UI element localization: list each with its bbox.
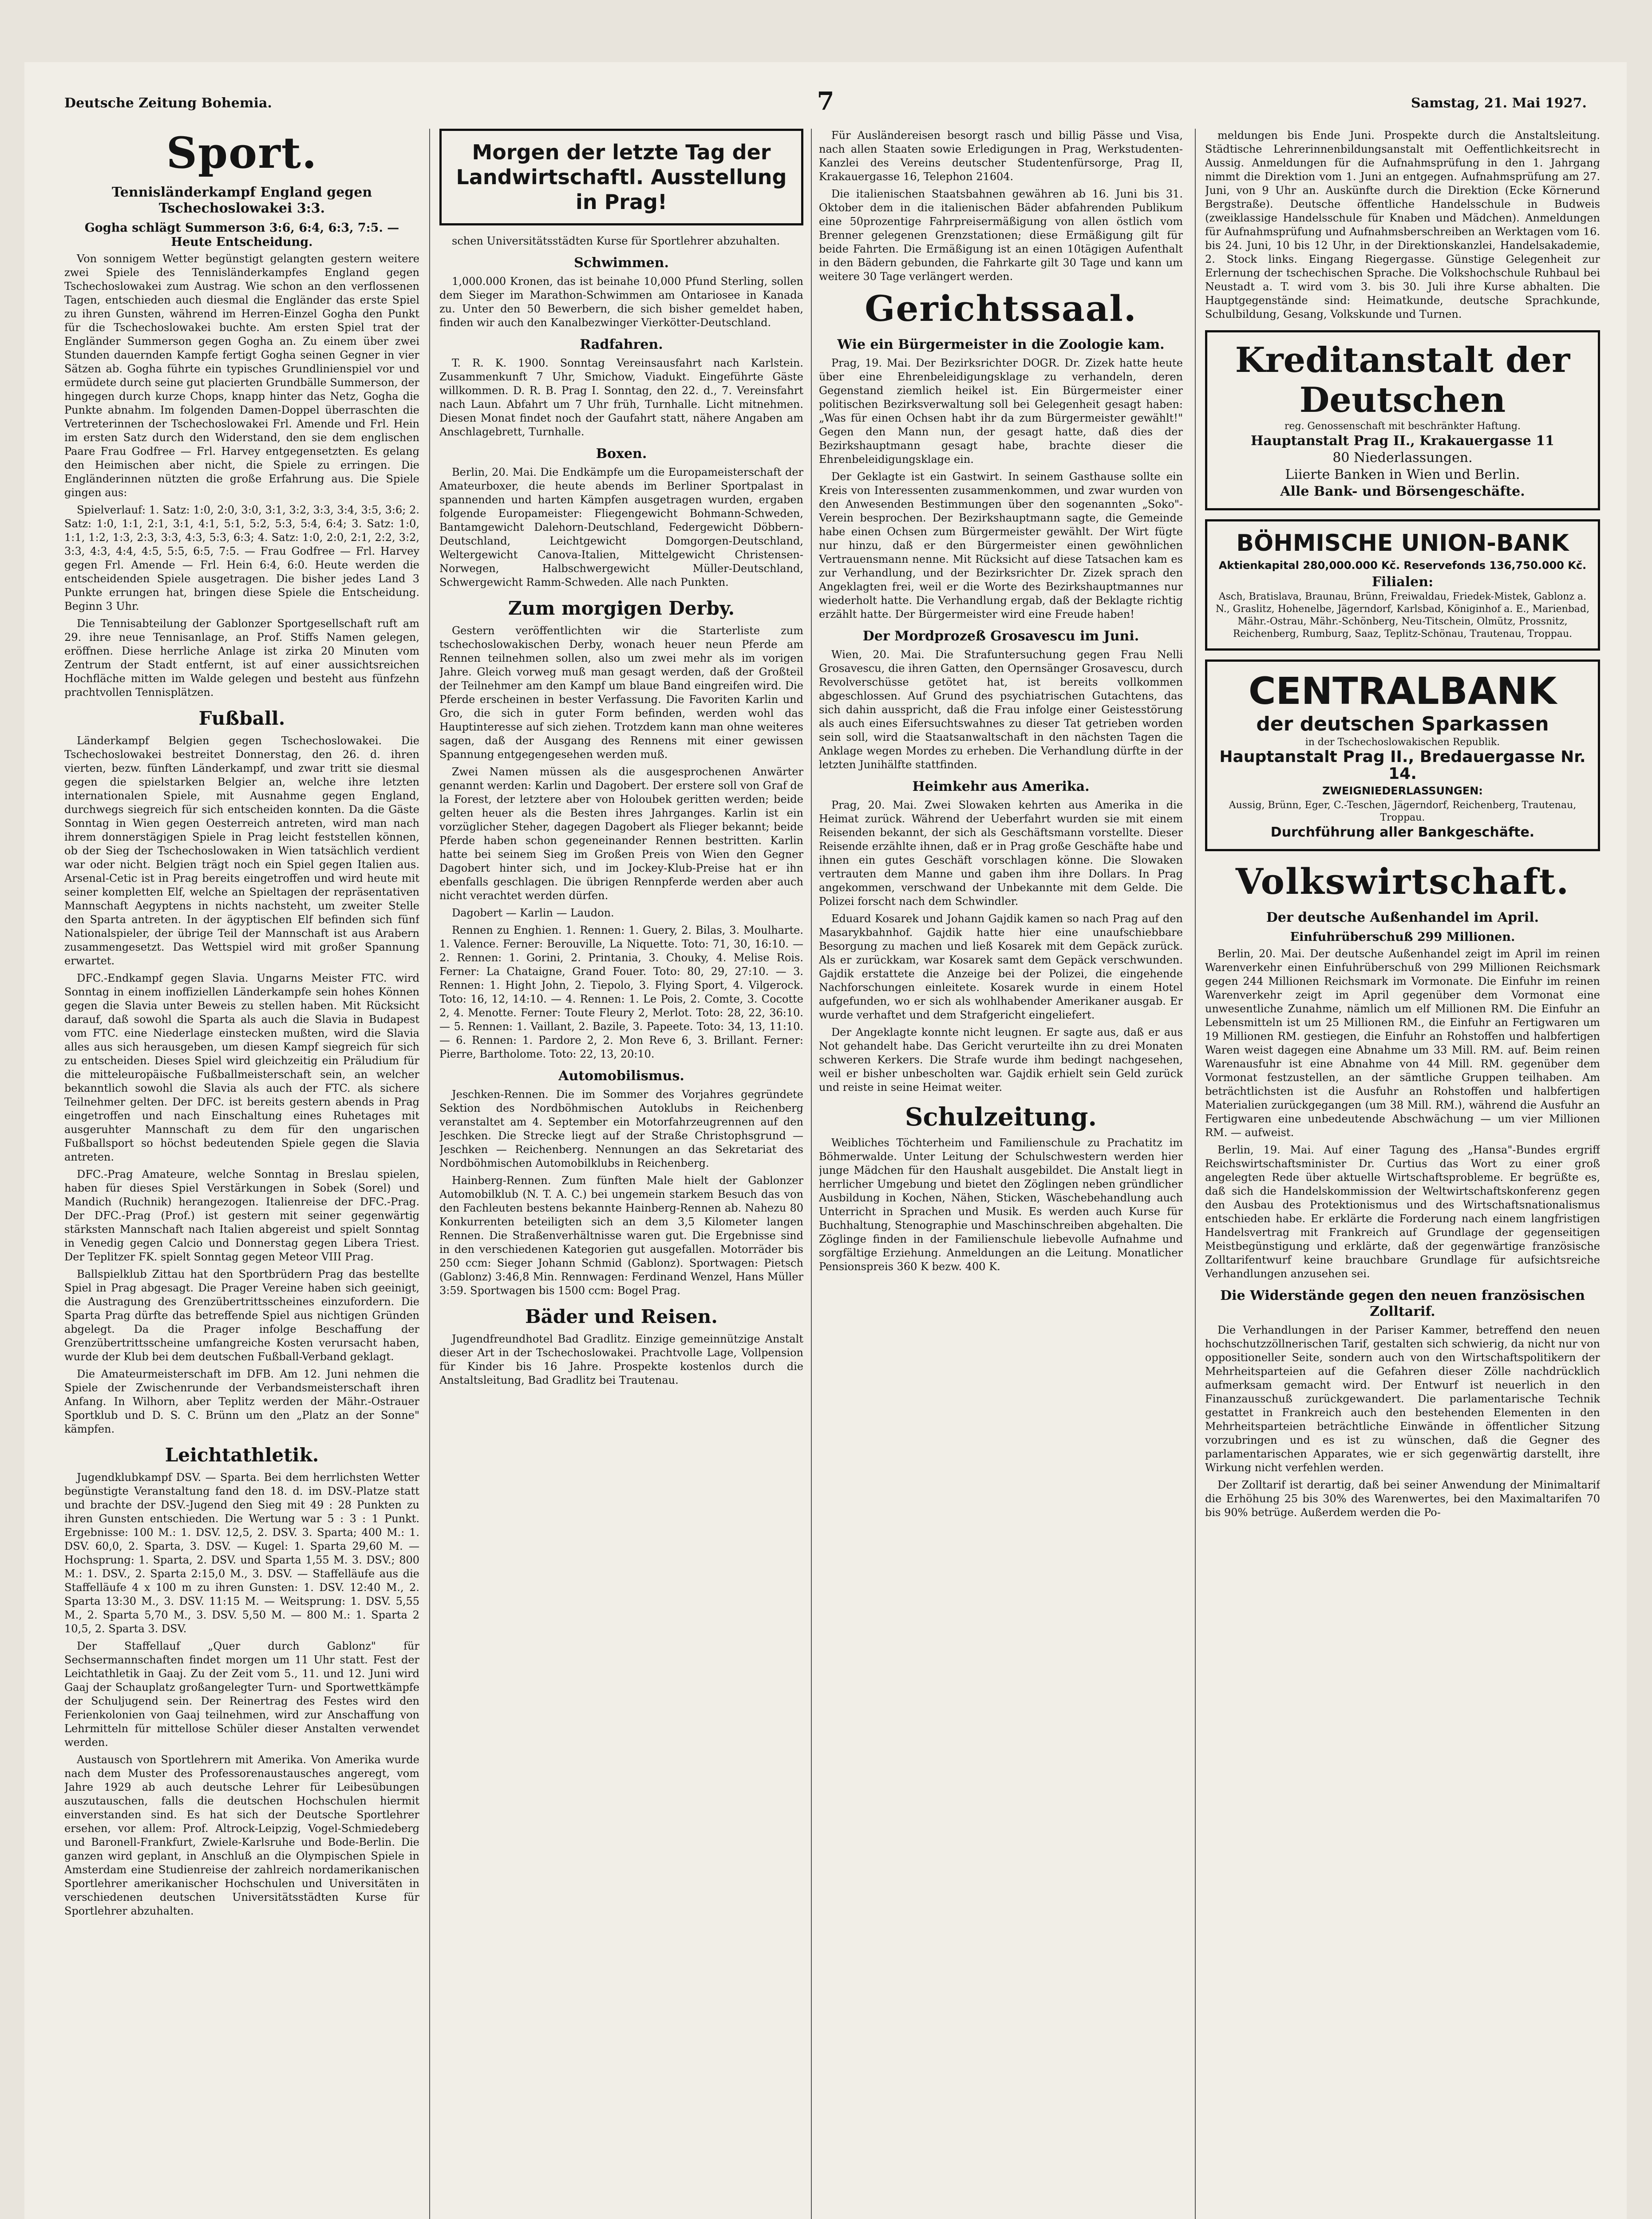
article-automobilismus: Jeschken-Rennen. Die im Sommer des Vorjahres gegründete Sektion des Nordböhmischen Autoklubs in Reichenberg veranstaltet am 4. September ein Motorfahrzeugrennen auf den Jeschken. Die Strecke liegt auf der Straße Christophsgrund — Jeschken — Reichenberg. Nennungen an das Sekretariat des Nordböhmischen Automobilklubs in Reichenberg. bbox=[439, 1088, 803, 1169]
ad-kreditanstalt-address: Hauptanstalt Prag II., Krakauergasse 11 bbox=[1251, 433, 1554, 449]
article-schulzeitung: Weibliches Töchterheim und Familienschule zu Prachatitz im Böhmerwalde. Unter Leitung der Schulschwestern werden hier junge Mädchen für den Haushalt ausgebildet. Die Anstalt liegt in herrlicher Umgebung und bietet den Zöglingen neben gründlicher Ausbildung in Kochen, Nähen, Sticken, Wäschebehandlung auch Unterricht in Sprachen und Musik. Es werden auch Kurse für Buchhaltung, Stenographie und Maschinschreiben abgehalten. Die Zöglinge finden in der Familienschule liebevolle Aufnahme und sorgfältige Erziehung. Anmeldungen an die Leitung. Monatlicher Pensionspreis 360 K bezw. 400 K. bbox=[819, 1137, 1183, 1273]
headline-leichtathletik: Leichtathletik. bbox=[165, 1444, 319, 1466]
article-leichtathletik-3: Austausch von Sportlehrern mit Amerika. Von Amerika wurde nach dem Muster des Professorenaustausches angeregt, vom Jahre 1929 ab auch deutsche Lehrer für Leibesübungen auszutauschen, falls die deutschen Hochschulen hiermit einverstanden sind. Es hat sich der Deutsche Sportlehrer ersehen, vor allem: Prof. Altrock-Leipzig, Vogel-Schmiedeberg und Baronell-Frankfurt, Zwiele-Karlsruhe und Bode-Berlin. Die ganzen wird geplant, in Anschluß an die Olympischen Spiele in Amsterdam eine Studienreise der zahlreich nordamerikanischen Sportlehrer amerikanischer Hochschulen und Universitäten in verschiedenen deutschen Universitätsstädten Kurse für Sportlehrer abzuhalten. bbox=[64, 1753, 419, 1917]
masthead-title: Deutsche Zeitung Bohemia. bbox=[64, 95, 272, 111]
subheadline-tennis: Gogha schlägt Summerson 3:6, 6:4, 6:3, 7:5. — Heute Entscheidung. bbox=[84, 221, 399, 249]
ad-kreditanstalt-branches: 80 Niederlassungen. bbox=[1332, 450, 1473, 466]
article-automobilismus-2: Hainberg-Rennen. Zum fünften Male hielt der Gablonzer Automobilklub (N. T. A. C.) bei ungemein starkem Besuch das von den Fachleuten bestens bekannte Hainberg-Rennen ab. Nahezu 80 Konkurrenten beteiligten sich an dem 3,5 Kilometer langen Rennen. Die Straßenverhältnisse waren gut. Die Ergebnisse sind in den verschiedenen Kategorien gut ausgefallen. Motorräder bis 250 ccm: Sieger Johann Schmid (Gablonz). Sportwagen: Pietsch (Gablonz) 3:46,8 Min. Rennwagen: Ferdinand Wenzel, Hans Müller 3:59. Sportwagen bis 1500 ccm: Bogel Prag. bbox=[439, 1174, 803, 1297]
headline-radfahren: Radfahren. bbox=[580, 337, 663, 352]
article-tennis: Von sonnigem Wetter begünstigt gelangten gestern weitere zwei Spiele des Tennisländerkampfes England gegen Tschechoslowakei zum Austrag. Wie schon an den verflossenen Tagen, entschieden auch diesmal die Engländer das erste Spiel zu ihren Gunsten, während im Herren-Einzel Gogha den Punkt für die Tschechoslowakei buchte. Am ersten Spiel trat der Engländer Summerson gegen Gogha an. Zu einem über zwei Stunden dauernden Kampfe fertigt Gogha seinen Gegner in vier Sätzen ab. Gogha führte ein typisches Grundlinienspiel vor und ermüdete durch seine gut placierten Grundbälle Summerson, der hingegen durch kurze Chops, knapp hinter das Netz, Gogha die Punkte abnahm. Im folgenden Damen-Doppel überraschten die Vertreterinnen der Tschechoslowakei Frl. Amende und Frl. Hein im ersten Satz durch den Widerstand, den sie dem englischen Paare Frau Godfree — Frl. Harvey entgegensetzten. Es gelang den Heimischen aber nicht, die Spiele zu erringen. Die Engländerinnen nützten die große Erfahrung aus. Die Spiele gingen aus: bbox=[64, 253, 419, 499]
headline-buergermeister: Wie ein Bürgermeister in die Zoologie kam. bbox=[837, 337, 1165, 352]
headline-schwimmen: Schwimmen. bbox=[574, 255, 669, 271]
column-2 bbox=[439, 129, 803, 2219]
ad-centralbank-sub: in der Tschechoslowakischen Republik. bbox=[1305, 737, 1500, 748]
section-title-sport: Sport. bbox=[166, 129, 318, 178]
article-fussball-5: Die Amateurmeisterschaft im DFB. Am 12. Juni nehmen die Spiele der Zwischenrunde der Verbandsmeisterschaft ihren Anfang. In Wilhorn, aber Teplitz werden der Mähr.-Ostrauer Sportklub und D. S. C. Brünn um den „Platz an der Sonne" kämpfen. bbox=[64, 1368, 419, 1435]
newspaper-page bbox=[24, 62, 1627, 2219]
ad-union-bank-capital: Aktienkapital 280,000.000 Kč. Reservefonds 136,750.000 Kč. bbox=[1218, 559, 1587, 572]
article-heimkehr: Prag, 20. Mai. Zwei Slowaken kehrten aus Amerika in die Heimat zurück. Während der Ueberfahrt wurden sie mit einem Reisenden bekannt, der sich als Geschäftsmann vorstellte. Dieser Reisende erzählte ihnen, daß er in Prag große Geschäfte habe und ihnen ein gutes Geschäft vorschlagen könne. Die Slowaken vertrauten dem Manne und gaben ihm ihre Dollars. In Prag angekommen, verschwand der Unbekannte mit dem Gelde. Die Polizei forscht nach dem Schwindler. bbox=[819, 799, 1183, 908]
ad-kreditanstalt bbox=[1205, 330, 1600, 510]
article-continuation: schen Universitätsstädten Kurse für Sportlehrer abzuhalten. bbox=[452, 235, 780, 247]
article-italien: Die italienischen Staatsbahnen gewähren ab 16. Juni bis 31. Oktober dem in die italienischen Bäder abfahrenden Publikum eine 50prozentige Fahrpreisermäßigung von allen östlich vom Brenner gelegenen Grenzstationen; diese Ermäßigung gilt für beide Fahrten. Die Ermäßigung ist an einen 10tägigen Aufenthalt in den Bädern gebunden, die Fahrkarte gilt 30 Tage und kann um weitere 30 Tage verlängert werden. bbox=[819, 188, 1183, 283]
ad-kreditanstalt-sub: reg. Genossenschaft mit beschränkter Haftung. bbox=[1284, 421, 1521, 432]
headline-aussenhandel: Der deutsche Außenhandel im April. bbox=[1266, 910, 1539, 925]
article-schwimmen: 1,000.000 Kronen, das ist beinahe 10,000 Pfund Sterling, sollen dem Sieger im Marathon-Schwimmen am Ontariosee in Kanada zu. Unter den 50 Bewerbern, die sich bisher gemeldet haben, finden wir auch den Kanalbezwinger Vierkötter-Deutschland. bbox=[439, 275, 803, 329]
article-derby: Gestern veröffentlichten wir die Starterliste zum tschechoslowakischen Derby, wonach heuer neun Pferde am Rennen teilnehmen sollen, also um zwei mehr als im vorigen Jahre. Gleich vorweg muß man gesagt werden, daß der Großteil der Teilnehmer am den Kampf um blaue Band eingreifen wird. Die Pferde erscheinen in bester Verfassung. Die Favoriten Karlin und Gro, die sich in guter Form befinden, werden wohl das Hauptinteresse auf sich ziehen. Trotzdem kann man ohne weiteres sagen, daß der Ausgang des Rennens mit einer gewissen Spannung entgegengesehen werden muß. bbox=[439, 624, 803, 761]
column-rule bbox=[1195, 129, 1196, 2219]
ad-kreditanstalt-footer: Alle Bank- und Börsengeschäfte. bbox=[1280, 484, 1525, 499]
headline-automobilismus: Automobilismus. bbox=[558, 1068, 684, 1084]
article-buergermeister: Prag, 19. Mai. Der Bezirksrichter DOGR. Dr. Zizek hatte heute über eine Ehrenbeleidigungsklage zu verhandeln, deren Gegenstand ziemlich heikel ist. Ein Bürgermeister einer politischen Bezirksverwaltung soll bei Gelegenheit gesagt haben: „Was für einen Ochsen habt ihr da zum Bürgermeister gewählt!" Gegen den Mann nun, der gesagt hatte, daß dies der Bezirkshauptmann gesagt habe, brachte dieser die Ehrenbeleidigungsklage ein. bbox=[819, 357, 1183, 466]
ad-centralbank-zweig: ZWEIGNIEDERLASSUNGEN: bbox=[1322, 785, 1483, 797]
headline-derby: Zum morgigen Derby. bbox=[508, 597, 735, 619]
ad-centralbank bbox=[1205, 659, 1600, 851]
announcement-banner: Morgen der letzte Tag der Landwirtschaftl. Ausstellung in Prag! bbox=[439, 129, 803, 225]
ad-centralbank-name: CENTRALBANK bbox=[1248, 669, 1557, 713]
ad-kreditanstalt-name: Kreditanstalt der Deutschen bbox=[1235, 340, 1570, 420]
headline-heimkehr: Heimkehr aus Amerika. bbox=[912, 779, 1090, 794]
article-aussenhandel-2: Berlin, 19. Mai. Auf einer Tagung des „Hansa"-Bundes ergriff Reichswirtschaftsminister Dr. Curtius das Wort zu einer groß angelegten Rede über aktuelle Wirtschaftsprobleme. Er begrüßte es, daß sich die Handelskommission der Weltwirtschaftskonferenz gegen den Ausbau des Protektionismus und des Wirtschaftsnationalismus entschieden habe. Er erklärte die Forderung nach einem langfristigen Handelsvertrag mit Frankreich auf Grundlage der gegenseitigen Meistbegünstigung und erklärte, daß der gegenwärtige französische Zolltarifentwurf keine brauchbare Grundlage für aufsichtsreiche Verhandlungen anzusehen sei. bbox=[1205, 1144, 1600, 1280]
section-title-gerichtssaal: Gerichtssaal. bbox=[865, 288, 1137, 329]
article-zolltarif: Die Verhandlungen in der Pariser Kammer, betreffend den neuen hochschutzzöllnerischen Tarif, gestalten sich schwierig, da nicht nur von oppositioneller Seite, sondern auch von den Wirtschaftspolitikern der Mehrheitsparteien auf die Gefahren dieser Zölle nachdrücklich aufmerksam gemacht wird. Der Entwurf ist neuerlich in den Finanzausschuß zurückgewandert. Die parlamentarische Technik gestattet in Frankreich auch den bestehenden Elementen in den Mehrheitsparteien beträchtliche Einwände in öffentlicher Sitzung vorzubringen und es ist zu wünschen, daß die Gegner des parlamentarischen Apparates, wie er sich gegenwärtig darstellt, ihre Wirkung nicht verfehlen werden. bbox=[1205, 1324, 1600, 1474]
article-boxen: Berlin, 20. Mai. Die Endkämpfe um die Europameisterschaft der Amateurboxer, die heute abends im Berliner Sportpalast in spannenden und harten Kämpfen ausgetragen wurden, ergaben folgende Europameister: Fliegengewicht Bohmann-Schweden, Bantamgewicht Dalehorn-Deutschland, Federgewicht Döbbern-Deutschland, Leichtgewicht Domgorgen-Deutschland, Weltergewicht Canova-Italien, Mittelgewicht Christensen-Norwegen, Halbschwergewicht Müller-Deutschland, Schwergewicht Ramm-Schweden. Alle nach Punkten. bbox=[439, 466, 803, 588]
article-schulnachrichten: meldungen bis Ende Juni. Prospekte durch die Anstaltsleitung. Städtische Lehrerinnenbildungsanstalt mit Oeffentlichkeitsrecht in Aussig. Anmeldungen für die Aufnahmsprüfung in den 1. Jahrgang nimmt die Direktion vom 1. Juni an entgegen. Aufnahmsprüfung am 27. Juni, von 9 Uhr an. Auskünfte durch die Direktion (Ecke Körnerund Bergstraße). Deutsche öffentliche Handelsschule in Budweis (zweiklassige Handelsschule für Knaben und Mädchen). Anmeldungen für Aufnahmsprüfung und Aufnahmsberschreiben an Werktagen vom 16. bis 24. Juni, 10 bis 12 Uhr, in der Direktionskanzlei, Handelsakademie, 2. Stock links. Eingang Riegergasse. Günstige Gelegenheit zur Erlernung der tschechischen Sprache. Die Volkshochschule Ruhbaul bei Neustadt a. T. wird vom 3. bis 30. Juli ihre Kurse abhalten. Die Hauptgegenstände sind: Heimatkunde, deutsche Sprachkunde, Schulbildung, Gesang, Volkskunde und Turnen. bbox=[1205, 129, 1600, 320]
article-tennis-results: Spielverlauf: 1. Satz: 1:0, 2:0, 3:0, 3:1, 3:2, 3:3, 3:4, 3:5, 3:6; 2. Satz: 1:0, 1:1, 2:1, 3:1, 4:1, 5:1, 5:2, 5:3, 5:4, 6:4; 3. Satz: 1:0, 1:1, 1:2, 1:3, 2:3, 3:3, 4:3, 5:3, 6:3; 4. Satz: 1:0, 2:0, 2:1, 2:2, 3:2, 3:3, 4:3, 4:4, 4:5, 5:5, 6:5, 7:5. — Frau Godfree — Frl. Harvey gegen Frl. Amende — Frl. Hein 6:4, 6:0. Heute werden die entscheidenden Spiele ausgetragen. Die bisher jedes Land 3 Punkte errungen hat, bringen diese Spiele die Entscheidung. Beginn 3 Uhr. bbox=[64, 504, 419, 612]
headline-baeder: Bäder und Reisen. bbox=[525, 1306, 718, 1327]
subheadline-aussenhandel: Einfuhrüberschuß 299 Millionen. bbox=[1290, 930, 1515, 944]
ad-kreditanstalt-banks: Liierte Banken in Wien und Berlin. bbox=[1285, 467, 1520, 482]
headline-zolltarif: Die Widerstände gegen den neuen französischen Zolltarif. bbox=[1220, 1288, 1585, 1319]
article-heimkehr-2: Eduard Kosarek und Johann Gajdik kamen so nach Prag auf den Masarykbahnhof. Gajdik hatte hier eine unaufschiebbare Besorgung zu machen und ließ Kosarek mit dem Gepäck zurück. Als er zurückkam, war Kosarek samt dem Gepäck verschwunden. Gajdik erstattete die Anzeige bei der Polizei, die eingehende Nachforschungen einleitete. Kosarek wurde in einem Hotel aufgefunden, wo er sich als wohlhabender Amerikaner ausgab. Er wurde verhaftet und dem Strafgericht eingeliefert. bbox=[819, 912, 1183, 1021]
ad-union-bank bbox=[1205, 519, 1600, 651]
headline-fussball: Fußball. bbox=[198, 707, 285, 729]
article-buergermeister-2: Der Geklagte ist ein Gastwirt. In seinem Gasthause sollte ein Kreis von Interessenten zusammenkommen, und zwar wurden von den Anwesenden Bestimmungen über den sogenannten „Soko"-Verein besprochen. Der Bezirkshauptmann sagte, die Gemeinde habe einen Ochsen zum Bürgermeister gewählt. Der Wirt fügte nur hinzu, daß er den Bürgermeister einen gewöhnlichen Vertrauensmann nenne. Mit Rücksicht auf diese Tatsachen kam es zur Verhandlung, und der Bezirksrichter Dr. Zizek sprach den Angeklagten frei, weil er die Worte des Bezirkshauptmannes nur wiederholt hatte. Die Verhandlung ergab, daß der Beklagte richtig erzählt hatte. Der Bürgermeister wird eine Freude haben! bbox=[819, 470, 1183, 620]
ad-centralbank-address: Hauptanstalt Prag II., Bredauergasse Nr. 14. bbox=[1219, 748, 1586, 783]
ad-centralbank-list: Aussig, Brünn, Eger, C.-Teschen, Jägerndorf, Reichenberg, Trautenau, Troppau. bbox=[1229, 800, 1577, 823]
column-4 bbox=[1205, 129, 1600, 2219]
article-leichtathletik: Jugendklubkampf DSV. — Sparta. Bei dem herrlichsten Wetter begünstigte Veranstaltung fand den 18. d. im DSV.-Platze statt und brachte der DSV.-Jugend den Sieg mit 49 : 28 Punkten zu ihren Gunsten entschieden. Die Wertung war 5 : 3 : 1 Punkt. Ergebnisse: 100 M.: 1. DSV. 12,5, 2. DSV. 3. Sparta; 400 M.: 1. DSV. 60,0, 2. Sparta, 3. DSV. — Kugel: 1. Sparta 29,60 M. — Hochsprung: 1. Sparta, 2. DSV. und Sparta 1,55 M. 3. DSV.; 800 M.: 1. DSV., 2. Sparta 2:15,0 M., 3. DSV. — Staffelläufe aus die Staffelläufe 4 x 100 m zu ihren Gunsten: 1. DSV. 12:40 M., 2. Sparta 13:30 M., 3. DSV. 11:15 M. — Weitsprung: 1. DSV. 5,55 M., 2. Sparta 5,70 M., 3. DSV. 5,50 M. — 800 M.: 1. Sparta 2 10,5, 2. Sparta 3. DSV. bbox=[64, 1471, 419, 1635]
article-fussball-3: DFC.-Prag Amateure, welche Sonntag in Breslau spielen, haben für dieses Spiel Verstärkungen in Sobek (Sorel) und Mandich (Ruchnik) herangezogen. Italienreise der DFC.-Prag. Der DFC.-Prag (Prof.) ist gestern mit seiner gegenwärtig stärksten Mannschaft nach Italien abgereist und spielt Sonntag in Venedig gegen Calcio und Donnerstag gegen Libera Triest. Der Teplitzer FK. spielt Sonntag gegen Meteor VIII Prag. bbox=[64, 1168, 419, 1263]
ad-union-bank-list: Asch, Bratislava, Braunau, Brünn, Freiwaldau, Friedek-Mistek, Gablonz a. N., Graslitz, Hohenelbe, Jägerndorf, Karlsbad, Königinhof a. E., Marienbad, Mähr.-Ostrau, Mähr.-Schönberg, Neu-Titschein, Olmütz, Prossnitz, Reichenberg, Rumburg, Saaz, Teplitz-Schönau, Trautenau, Troppau. bbox=[1215, 591, 1590, 640]
ad-centralbank-footer: Durchführung aller Bankgeschäfte. bbox=[1270, 825, 1535, 840]
ad-union-bank-name: BÖHMISCHE UNION-BANK bbox=[1236, 530, 1569, 557]
article-derby-2: Zwei Namen müssen als die ausgesprochenen Anwärter genannt werden: Karlin und Dagobert. Der erstere soll von Graf de la Forest, der letztere aber von Holoubek geritten werden; beide gelten heuer als die Besten ihres Jahrganges. Karlin ist ein vorzüglicher Steher, dagegen Dagobert als Flieger bekannt; beide Pferde haben schon gegeneinander Rennen bestritten. Karlin hatte bei seinem Sieg im Großen Preis von Wien den Gegner Dagobert hinter sich, und im Jockey-Klub-Preise hat er ihn ebenfalls geschlagen. Die übrigen Rennpferde werden aber auch nicht verachtet werden dürfen. bbox=[439, 766, 803, 902]
article-baeder: Jugendfreundhotel Bad Gradlitz. Einzige gemeinnützige Anstalt dieser Art in der Tschechoslowakei. Prachtvolle Lage, Vollpension für Kinder bis 16 Jahre. Prospekte kostenlos durch die Anstaltsleitung, Bad Gradlitz bei Trautenau. bbox=[439, 1333, 803, 1386]
article-zolltarif-2: Der Zolltarif ist derartig, daß bei seiner Anwendung der Minimaltarif die Erhöhung 25 bis 30% des Warenwertes, bei den Maximaltarifen 70 bis 90% betrüge. Außerdem werden die Po- bbox=[1205, 1479, 1600, 1519]
article-auslandreisen: Für Ausländereisen besorgt rasch und billig Pässe und Visa, nach allen Staaten sowie Erledigungen in Prag, Werkstudenten-Kanzlei des Vereins deutscher Studentenfürsorge, Prag II, Krakauergasse 16, Telephon 21604. bbox=[819, 129, 1183, 183]
column-rule bbox=[811, 129, 812, 2219]
section-title-schulzeitung: Schulzeitung. bbox=[905, 1102, 1097, 1132]
column-3 bbox=[819, 129, 1183, 2219]
article-rennen: Rennen zu Enghien. 1. Rennen: 1. Guery, 2. Bilas, 3. Moulharte. 1. Valence. Ferner: Berouville, La Niquette. Toto: 71, 30, 16:10. — 2. Rennen: 1. Gorini, 2. Printania, 3. Chouky, 4. Melise Rois. Ferner: La Chataigne, Grand Fouer. Toto: 80, 29, 27:10. — 3. Rennen: 1. Hight John, 2. Tiepolo, 3. Flying Sport, 4. Vilgerock. Toto: 16, 12, 14:10. — 4. Rennen: 1. Le Pois, 2. Comte, 3. Cocotte 2, 4. Menotte. Ferner: Toute Fleury 2, Merlot. Toto: 28, 22, 36:10. — 5. Rennen: 1. Vaillant, 2. Bazile, 3. Papeete. Toto: 34, 13, 11:10. — 6. Rennen: 1. Pardore 2, 2. Mon Reve 6, 3. Brillant. Ferner: Pierre, Bartholome. Toto: 22, 13, 20:10. bbox=[439, 924, 803, 1060]
article-heimkehr-3: Der Angeklagte konnte nicht leugnen. Er sagte aus, daß er aus Not gehandelt habe. Das Gericht verurteilte ihn zu drei Monaten schweren Kerkers. Die Strafe wurde ihm bedingt nachgesehen, weil er bisher unbescholten war. Gajdik erhielt sein Geld zurück und reiste in seine Heimat weiter. bbox=[819, 1026, 1183, 1094]
article-mordprozess: Wien, 20. Mai. Die Strafuntersuchung gegen Frau Nelli Grosavescu, die ihren Gatten, den Opernsänger Grosavescu, durch Revolverschüsse getötet hat, ist bereits vollkommen abgeschlossen. Auf Grund des psychiatrischen Gutachtens, das sich dahin ausspricht, daß die Frau infolge einer Geistesstörung als auch eines Eifersuchtswahnes zu dieser Tat getrieben worden sein soll, wird die Staatsanwaltschaft in den nächsten Tagen die Anklage wegen Mordes zu erheben. Die Verhandlung dürfte in der letzten Junihälfte stattfinden. bbox=[819, 648, 1183, 771]
article-fussball: Länderkampf Belgien gegen Tschechoslowakei. Die Tschechoslowakei bestreitet Donnerstag, den 26. d. ihren vierten, bezw. fünften Länderkampf, und zwar tritt sie diesmal gegen die spielstarken Belgier an, welche ihre letzten internationalen Spiele, mit Ausnahme gegen England, durchwegs siegreich für sich entscheiden konnten. Da die Gäste Sonntag in Wien gegen Oesterreich antreten, wird man nach ihrem donnerstägigen Spiele in Prag leicht feststellen können, ob der Sieg der Tschechoslowaken in Wien tatsächlich verdient war oder nicht. Belgien trägt noch ein Spiel gegen Italien aus. Arsenal-Cetic ist in Prag bereits eingetroffen und wird heute mit seiner kompletten Elf, welche an Spieltagen der repräsentativen Mannschaft Aegyptens in nichts nachsteht, um zweiter Stelle den Sparta antreten. In der ägyptischen Elf befinden sich fünf Nationalspieler, der übrige Teil der Mannschaft ist aus Arabern zusammengesetzt. Das Wettspiel wird mit großer Spannung erwartet. bbox=[64, 734, 419, 967]
section-title-volkswirtschaft: Volkswirtschaft. bbox=[1235, 861, 1570, 902]
column-rule bbox=[429, 129, 430, 2219]
issue-date: Samstag, 21. Mai 1927. bbox=[1411, 95, 1587, 111]
headline-tennis: Tennisländerkampf England gegen Tschechoslowakei 3:3. bbox=[111, 185, 372, 216]
article-leichtathletik-2: Der Staffellauf „Quer durch Gablonz" für Sechsermannschaften findet morgen um 11 Uhr statt. Fest der Leichtathletik in Gaaj. Zu der Zeit vom 5., 11. und 12. Juni wird Gaaj der Schauplatz großangelegter Turn- und Sportwettkämpfe der Schuljugend sein. Der Reinertrag des Festes wird den Ferienkolonien von Gaaj teilnehmen, wird zur Anschaffung von Lehrmitteln für mittellose Schüler dieser Anstalten verwendet werden. bbox=[64, 1640, 419, 1749]
article-derby-3: Dagobert — Karlin — Laudon. bbox=[452, 907, 614, 919]
article-aussenhandel: Berlin, 20. Mai. Der deutsche Außenhandel zeigt im April im reinen Warenverkehr einen Einfuhrüberschuß von 299 Millionen Reichsmark gegen 244 Millionen Reichsmark im Vormonate. Die Einfuhr im reinen Warenverkehr zeigt im April gegenüber dem Vormonat eine unwesentliche Zunahme, nämlich um elf Millionen RM. Die Einfuhr an Lebensmitteln ist um 25 Millionen RM., die Einfuhr an Fertigwaren um 19 Millionen RM. gestiegen, die Einfuhr an Rohstoffen und halbfertigen Waren weist dagegen eine Abnahme um 33 Mill. RM. auf. Beim reinen Warenausfuhr ist eine Abnahme von 44 Mill. RM. gegenüber dem Vormonat festzustellen, an der sämtliche Gruppen teilhaben. Am beträchtlichsten ist die Ausfuhr an Rohstoffen und halbfertigen Materialien zurückgegangen (um 38 Mill. RM.), während die Ausfuhr an Fertigwaren eine unbedeutende Abschwächung — um vier Millionen RM. — aufweist. bbox=[1205, 948, 1600, 1139]
ad-centralbank-mid: der deutschen Sparkassen bbox=[1256, 713, 1549, 735]
column-1 bbox=[64, 129, 419, 2219]
headline-boxen: Boxen. bbox=[596, 446, 647, 462]
article-fussball-2: DFC.-Endkampf gegen Slavia. Ungarns Meister FTC. wird Sonntag in einem inoffiziellen Länderkampfe sein hohes Können gegen die Slavia unter Beweis zu stellen haben. Mit Rücksicht darauf, daß sowohl die Sparta als auch die Slavia in Budapest vom FTC. eine Niederlage einstecken mußten, wird die Slavia alles aus sich herausgeben, um diesen Kampf siegreich für sich zu entscheiden. Dieses Spiel wird gleichzeitig ein Präludium für die mitteleuropäische Fußballmeisterschaft sein, an welcher bekanntlich sowohl die Slavia als auch der FTC. als sichere Teilnehmer gelten. Der DFC. ist bereits gestern abends in Prag eingetroffen und nach Einschaltung eines Ruhetages mit ausgeruhter Mannschaft zu dem für den ungarischen Fußballsport so höchst bedeutenden Spiele gegen die Slavia antreten. bbox=[64, 972, 419, 1163]
headline-mordprozess: Der Mordprozeß Grosavescu im Juni. bbox=[862, 628, 1139, 644]
running-header bbox=[64, 87, 1587, 118]
article-tennis-gablonz: Die Tennisabteilung der Gablonzer Sportgesellschaft ruft am 29. ihre neue Tennisanlage, an Prof. Stiffs Namen gelegen, eröffnen. Diese herrliche Anlage ist zirka 20 Minuten vom Zentrum der Stadt entfernt, ist auf einer aussichtsreichen Hochfläche mitten im Walde gelegen und besteht aus fünfzehn prachtvollen Tennisplätzen. bbox=[64, 617, 419, 699]
article-fussball-4: Ballspielklub Zittau hat den Sportbrüdern Prag das bestellte Spiel in Prag abgesagt. Die Prager Vereine haben sich geeinigt, die Austragung des Grenzübertrittsscheines einzufordern. Die Sparta Prag dürfte das betreffende Spiel aus nichtigen Gründen abgelegt. Da die Prager infolge Beschaffung der Grenzübertrittsscheine umfangreiche Kosten verursacht haben, wurde der Klub bei dem deutschen Fußball-Verband geklagt. bbox=[64, 1268, 419, 1363]
page-number: 7 bbox=[817, 87, 834, 116]
ad-union-bank-filialen: Filialen: bbox=[1371, 574, 1434, 590]
article-radfahren: T. R. K. 1900. Sonntag Vereinsausfahrt nach Karlstein. Zusammenkunft 7 Uhr, Smichow, Viadukt. Eingeführte Gäste willkommen. D. R. B. Prag I. Sonntag, den 22. d., 7. Vereinsfahrt nach Laun. Abfahrt um 7 Uhr früh, Turnhalle. Licht mitnehmen. Diesen Monat findet noch der Gaufahrt statt, nähere Angaben am Anschlagebrett, Turnhalle. bbox=[439, 357, 803, 438]
